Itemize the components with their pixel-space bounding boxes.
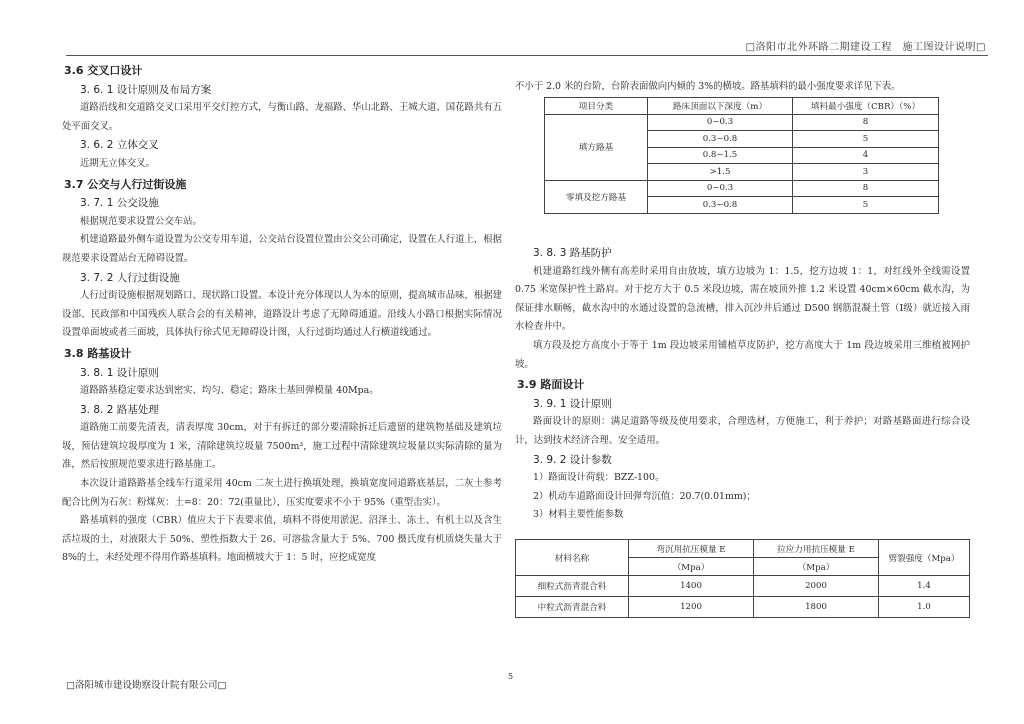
table-cell: 0.8~1.5 <box>648 147 793 164</box>
table-cell: 2000 <box>754 576 879 597</box>
table-cell: 4 <box>793 147 939 164</box>
paragraph: 近期无立体交叉。 <box>80 157 156 169</box>
table-header-cell: （Mpa） <box>629 558 754 576</box>
table-cell: 0~0.3 <box>648 180 793 197</box>
material-parameters-table <box>515 539 970 618</box>
table-header-cell: 劈裂强度（Mpa） <box>879 540 970 576</box>
table-cell: 8 <box>793 114 939 131</box>
section-heading: 3.8 路基设计 <box>64 346 132 360</box>
subsection-heading: 3. 9. 1 设计原则 <box>533 397 612 410</box>
table-cell: >1.5 <box>648 164 793 181</box>
table-header-cell: 项目分类 <box>545 98 648 115</box>
paragraph: 机建道路最外侧车道设置为公交专用车道，公交站台设置位置由公交公司确定，设置在人行道上，根据规范要求设置站台无障碍设置。 <box>62 234 502 264</box>
table-cell: 1800 <box>754 597 879 618</box>
table-cell: 0.3~0.8 <box>648 131 793 148</box>
table-cell: 中粒式沥青混合料 <box>516 597 629 618</box>
cbr-table <box>544 97 939 214</box>
paragraph: 填方段及挖方高度小于等于 1m 段边坡采用铺植草皮防护，挖方高度大于 1m 段边坡采用三维植被网护坡。 <box>515 339 970 370</box>
subsection-heading: 3. 8. 3 路基防护 <box>533 247 612 259</box>
list-item: 1）路面设计荷载：BZZ-100。 <box>533 472 665 484</box>
table-cell: 0.3~0.8 <box>648 197 793 214</box>
table-cell: 细粒式沥青混合料 <box>516 576 629 597</box>
section-heading: 3.9 路面设计 <box>517 378 585 392</box>
table-cell: 1.0 <box>879 597 970 618</box>
table-group-cell: 零填及挖方路基 <box>545 180 648 213</box>
left-column <box>62 60 502 568</box>
paragraph: 本次设计道路路基全线车行道采用 40cm 二灰土进行换填处理，换填宽度同道路底基层，二灰土参考配合比例为石灰：粉煤灰：土=8：20：72(重量比），压实度要求不小于 95%（重型击实）。 <box>62 478 502 508</box>
table-row <box>516 597 970 618</box>
table-cell: 1400 <box>629 576 754 597</box>
table-cell: 1200 <box>629 597 754 618</box>
table-header-cell: 填料最小强度（CBR）（%） <box>793 98 939 115</box>
right-column <box>515 244 970 525</box>
document-header: □洛阳市北外环路二期建设工程 施工图设计说明□ <box>745 42 986 53</box>
continued-paragraph: 不小于 2.0 米的台阶，台阶表面做向内倾的 3%的横坡。路基填料的最小强度要求详见下表。 <box>515 81 901 92</box>
paragraph: 路面设计的原则：满足道路等级及使用要求，合理选材，方便施工，利于养护；对路基路面进行综合设计，达到技术经济合理、安全适用。 <box>515 416 970 446</box>
paragraph: 根据规范要求设置公交车站。 <box>80 215 202 227</box>
table-header-cell: 路床顶面以下深度（m） <box>648 98 793 115</box>
page-number: 5 <box>508 672 514 681</box>
table-cell: 5 <box>793 131 939 148</box>
subsection-heading: 3. 6. 2 立体交叉 <box>80 139 159 152</box>
table-row <box>545 114 939 131</box>
table-header-cell: 材料名称 <box>516 540 629 576</box>
paragraph: 道路沿线和交道路交叉口采用平交灯控方式，与衡山路、龙福路、华山北路、王城大道、国花路共有五处平面交叉。 <box>62 102 502 132</box>
subsection-heading: 3. 6. 1 设计原则及布局方案 <box>80 83 212 96</box>
paragraph: 机建道路红线外侧有高差时采用自由放坡，填方边坡为 1：1.5，挖方边坡 1：1，对红线外全线需设置 0.75 米宽保护性土路肩。对于挖方大于 0.5 米段边坡，需在坡顶外推 1.2 米设置 40cm×60cm 截水沟，为保证排水顺畅，截水沟中的水通过设置的急流槽，排入沉沙井后通过 D500 钢筋混凝土管（I级）就近接入雨水检查井中。 <box>515 265 970 333</box>
paragraph: 路基填料的强度（CBR）值应大于下表要求值，填料不得使用淤泥、沼泽土、冻土、有机土以及含生活垃圾的土，对液限大于 50%、塑性指数大于 26、可溶盐含量大于 5%、700 摄氏度有机质烧失量大于 8%的土，未经处理不得用作路基填料。地面横坡大于 1：5 时，应挖成宽度 <box>62 515 502 564</box>
section-heading: 3.7 公交与人行过街设施 <box>64 177 187 191</box>
subsection-heading: 3. 9. 2 设计参数 <box>533 453 612 466</box>
table-row <box>516 576 970 597</box>
paragraph: 道路施工前要先清表，清表厚度 30cm，对于有拆迁的部分要清除拆迁后遗留的建筑物基础及建筑垃圾，预估建筑垃圾厚度为 1 米，清除建筑垃圾量 7500m³，施工过程中清除建筑垃圾量以实际清除的量为准，然后按照规范要求进行路基施工。 <box>62 422 502 471</box>
table-header-cell: 拉应力用抗压模量 E <box>754 540 879 558</box>
table-row <box>545 180 939 197</box>
table-cell: 5 <box>793 197 939 214</box>
header-rule <box>66 55 988 56</box>
subsection-heading: 3. 7. 1 公交设施 <box>80 197 159 210</box>
table-cell: 3 <box>793 164 939 181</box>
paragraph: 人行过街设施根据规划路口、现状路口设置。本设计充分体现以人为本的原则，提高城市品味，根据建设部、民政部和中国残疾人联合会的有关精神，道路设计考虑了无障碍通道。沿线人小路口根据实际情况设置单面坡或者三面坡，具体执行徐式见无障碍设计图，人行过街均通过人行横道线通过。 <box>62 290 502 339</box>
list-item: 3）材料主要性能参数 <box>533 509 624 521</box>
document-footer: □洛阳城市建设勘察设计院有限公司□ <box>66 680 227 691</box>
table-group-cell: 填方路基 <box>545 114 648 180</box>
table-cell: 0~0.3 <box>648 114 793 131</box>
table-header-row <box>545 98 939 115</box>
list-item: 2）机动车道路面设计回弹弯沉值：20.7(0.01mm)； <box>533 490 756 502</box>
table-header-cell: （Mpa） <box>754 558 879 576</box>
table-cell: 8 <box>793 180 939 197</box>
subsection-heading: 3. 7. 2 人行过街设施 <box>80 271 180 284</box>
section-heading: 3.6 交叉口设计 <box>64 64 143 77</box>
subsection-heading: 3. 8. 2 路基处理 <box>80 403 159 416</box>
paragraph: 道路路基稳定要求达到密实、均匀、稳定；路床土基回弹模量 40Mpa。 <box>80 385 379 397</box>
table-cell: 1.4 <box>879 576 970 597</box>
table-header-row <box>516 540 970 558</box>
table-header-cell: 弯沉用抗压模量 E <box>629 540 754 558</box>
subsection-heading: 3. 8. 1 设计原则 <box>80 366 159 379</box>
